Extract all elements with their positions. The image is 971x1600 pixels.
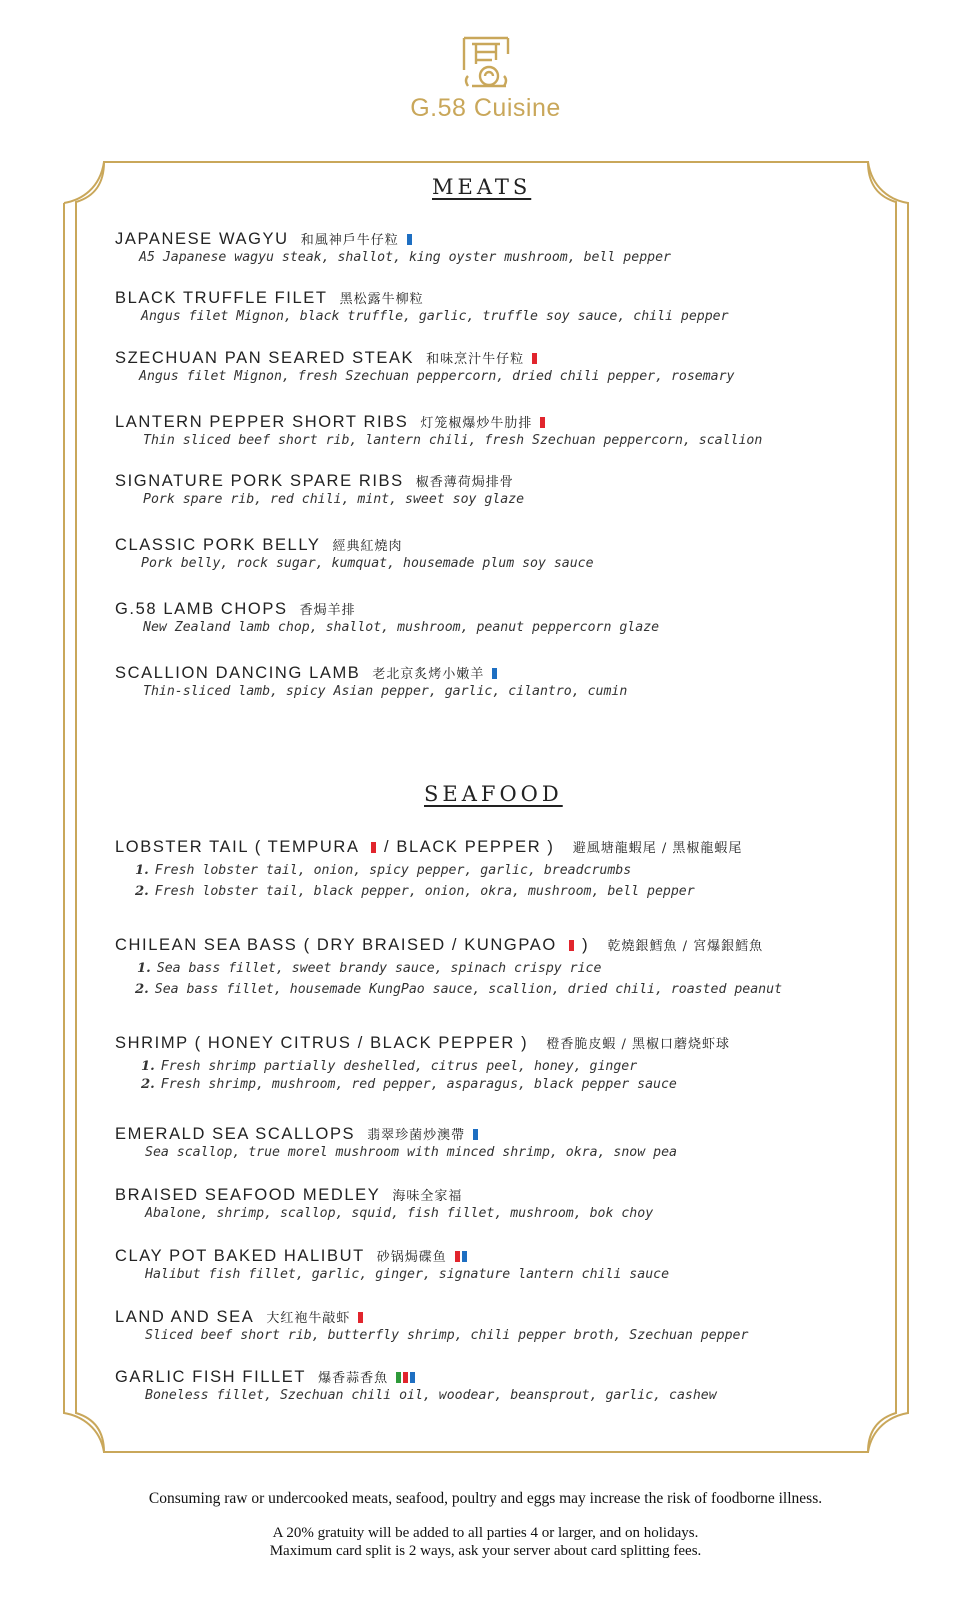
item-description: A5 Japanese wagyu steak, shallot, king oyster mushroom, bell pepper [139,250,671,265]
item-chinese-name: 灯笼椒爆炒牛肋排 [420,416,533,431]
menu-item [115,1124,677,1160]
item-description: Thin sliced beef short rib, lantern chili, fresh Szechuan peppercorn, scallion [143,433,763,448]
seafood-title: SEAFOOD [424,782,563,806]
item-english-name: BRAISED SEAFOOD MEDLEY [115,1186,381,1204]
dietary-indicator-icons [358,1308,365,1327]
item-option: 2. Sea bass fillet, housemade KungPao sauce, scallion, dried chili, roasted peanut [135,982,783,997]
item-description: Boneless fillet, Szechuan chili oil, woodear, beansprout, garlic, cashew [145,1388,717,1403]
item-english-name: G.58 LAMB CHOPS [115,600,288,618]
menu-item [115,599,659,635]
item-chinese-name: 經典紅燒肉 [332,539,403,554]
dietary-indicator-icons [396,1368,417,1387]
item-english-name: LAND AND SEA [115,1308,255,1326]
menu-item-shrimp [115,1033,730,1092]
meats-title: MEATS [432,175,532,199]
menu-item-lobster-tail [115,837,742,899]
item-option: 2. Fresh shrimp, mushroom, red pepper, asparagus, black pepper sauce [141,1077,677,1092]
item-description: Angus filet Mignon, fresh Szechuan peppercorn, dried chili pepper, rosemary [139,369,735,384]
card-split-note: Maximum card split is 2 ways, ask your server about card splitting fees. [269,1543,702,1559]
item-option: 1. Fresh lobster tail, onion, spicy pepper, garlic, breadcrumbs [135,863,632,878]
indicator-icon [540,417,545,428]
item-name: LOBSTER TAIL ( TEMPURA / BLACK PEPPER ) 避風塘龍蝦尾 / 黑椒龍蝦尾 [115,838,743,856]
item-name [115,412,762,432]
item-name [115,1124,677,1144]
item-chinese-name: 和風神戶牛仔粒 [300,233,399,248]
item-description: Pork spare rib, red chili, mint, sweet soy glaze [143,492,525,507]
item-name [115,1307,748,1327]
indicator-icon [492,668,497,679]
item-name: CHILEAN SEA BASS ( DRY BRAISED / KUNGPAO ) 乾燒銀鱈魚 / 宮爆銀鱈魚 [115,936,764,954]
item-english-name: LANTERN PEPPER SHORT RIBS [115,413,409,431]
item-name [115,1185,653,1205]
indicator-icon [396,1372,401,1383]
item-description: Sea scallop, true morel mushroom with minced shrimp, okra, snow pea [145,1145,677,1160]
item-name [115,229,671,249]
item-description: Pork belly, rock sugar, kumquat, housemade plum soy sauce [141,556,594,571]
item-chinese-name: 大红袍牛敲虾 [266,1311,351,1326]
dietary-indicator-icons [492,664,499,683]
item-name [115,1367,717,1387]
indicator-icon [462,1251,467,1262]
item-english-name: JAPANESE WAGYU [115,230,289,248]
menu-item [115,663,627,699]
item-description: Sliced beef short rib, butterfly shrimp, chili pepper broth, Szechuan pepper [145,1328,749,1343]
item-english-name: SZECHUAN PAN SEARED STEAK [115,349,415,367]
indicator-icon [473,1129,478,1140]
item-english-name: BLACK TRUFFLE FILET [115,289,328,307]
item-english-name: CLAY POT BAKED HALIBUT [115,1247,365,1265]
item-chinese-name: 椒香薄荷焗排骨 [415,475,514,490]
item-chinese-name: 翡翠珍菌炒澳帶 [367,1128,466,1143]
brand-name: G.58 Cuisine [410,94,561,122]
item-chinese-name: 和味烹汁牛仔粒 [426,352,525,367]
item-name [115,599,659,619]
item-chinese-name: 老北京炙烤小嫩羊 [372,667,485,682]
menu-item-chilean-sea-bass [115,935,782,997]
menu-item [115,229,671,265]
spicy-indicator-icon [371,842,376,853]
item-name [115,535,594,555]
menu-item [115,471,524,507]
indicator-icon [532,353,537,364]
dietary-indicator-icons [540,413,547,432]
item-description: Abalone, shrimp, scallop, squid, fish fillet, mushroom, bok choy [145,1206,654,1221]
item-chinese-name: 海味全家福 [392,1189,463,1204]
item-name [115,288,729,308]
item-chinese-name: 黑松露牛柳粒 [339,292,424,307]
item-name [115,348,734,368]
item-chinese-name: 橙香脆皮蝦 / 黑椒口蘑烧虾球 [546,1037,731,1052]
item-chinese-name: 爆香蒜香魚 [318,1371,389,1386]
item-english-name: SIGNATURE PORK SPARE RIBS [115,472,404,490]
item-option: 2. Fresh lobster tail, black pepper, onion, okra, mushroom, bell pepper [135,884,695,899]
item-description: Thin-sliced lamb, spicy Asian pepper, garlic, cilantro, cumin [143,684,628,699]
item-description: Angus filet Mignon, black truffle, garlic, truffle soy sauce, chili pepper [141,309,729,324]
item-english-name: EMERALD SEA SCALLOPS [115,1125,356,1143]
item-name [115,663,627,683]
indicator-icon [455,1251,460,1262]
menu-item [115,535,594,571]
item-option: 1. Fresh shrimp partially deshelled, citrus peel, honey, ginger [141,1059,638,1074]
gratuity-note: A 20% gratuity will be added to all parties 4 or larger, and on holidays. [272,1525,699,1541]
spicy-indicator-icon [569,940,574,951]
food-safety-warning: Consuming raw or undercooked meats, seafood, poultry and eggs may increase the risk of foodborne illness. [148,1490,823,1507]
item-english-name: SCALLION DANCING LAMB [115,664,361,682]
indicator-icon [410,1372,415,1383]
item-name [115,471,524,491]
menu-item [115,1185,653,1221]
menu-item [115,1246,669,1282]
menu-item [115,1307,748,1343]
menu-item [115,288,729,324]
item-name [115,1246,669,1266]
item-description: New Zealand lamb chop, shallot, mushroom, peanut peppercorn glaze [143,620,660,635]
indicator-icon [407,234,412,245]
item-chinese-name: 乾燒銀鱈魚 / 宮爆銀鱈魚 [607,939,764,954]
item-chinese-name: 避風塘龍蝦尾 / 黑椒龍蝦尾 [572,841,743,856]
dietary-indicator-icons [407,230,414,249]
item-name: SHRIMP ( HONEY CITRUS / BLACK PEPPER ) 橙香脆皮蝦 / 黑椒口蘑烧虾球 [115,1034,731,1052]
dietary-indicator-icons [455,1247,469,1266]
menu-item [115,1367,717,1403]
dietary-indicator-icons [532,349,539,368]
indicator-icon [358,1312,363,1323]
item-option: 1. Sea bass fillet, sweet brandy sauce, spinach crispy rice [137,961,602,976]
item-english-name: GARLIC FISH FILLET [115,1368,307,1386]
menu-item [115,412,762,448]
item-chinese-name: 香焗羊排 [299,603,356,618]
item-description: Halibut fish fillet, garlic, ginger, signature lantern chili sauce [145,1267,670,1282]
dietary-indicator-icons [473,1125,480,1144]
item-english-name: CLASSIC PORK BELLY [115,536,321,554]
indicator-icon [403,1372,408,1383]
item-chinese-name: 砂锅焗碟鱼 [376,1250,447,1265]
menu-item [115,348,734,384]
